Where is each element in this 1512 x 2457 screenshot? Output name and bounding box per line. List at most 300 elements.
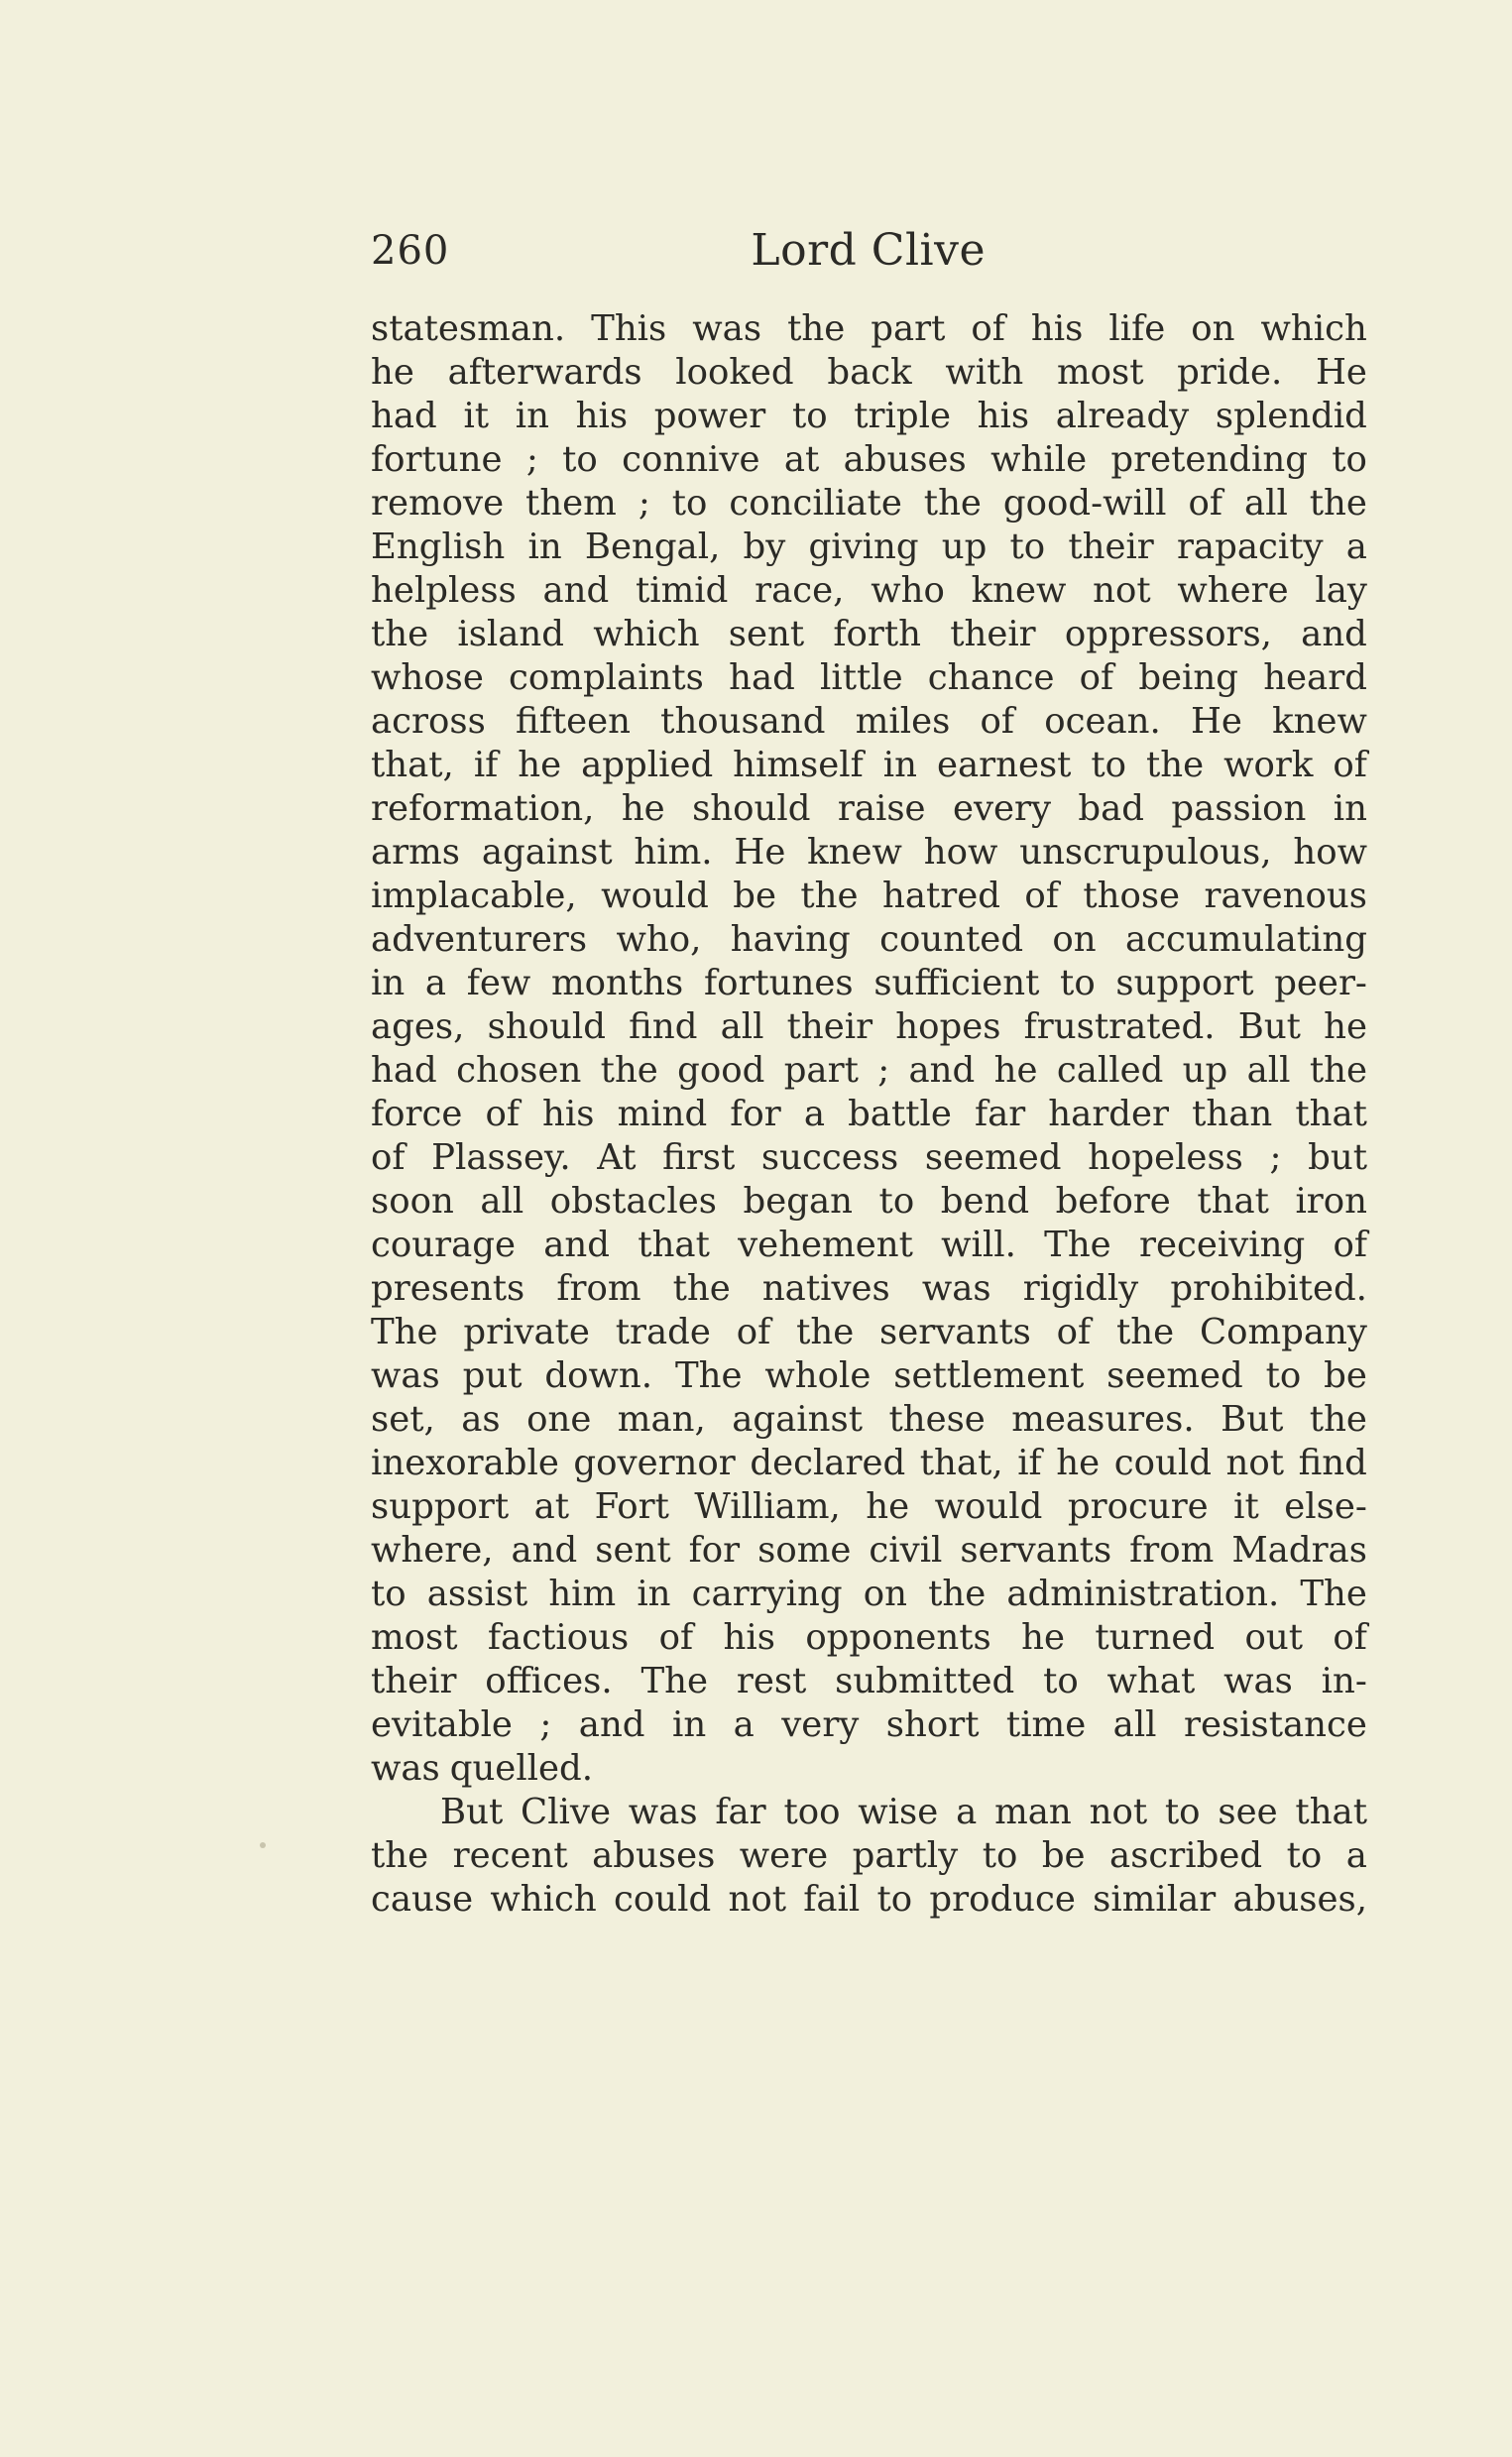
word: Plassey. — [431, 1137, 571, 1178]
word: oppressors, — [1064, 614, 1272, 654]
word: as — [461, 1399, 501, 1440]
word: William, — [694, 1486, 841, 1527]
word: it — [463, 396, 490, 436]
text-line — [371, 1005, 1367, 1049]
word: of — [736, 1312, 771, 1352]
word: had — [729, 657, 795, 698]
word: man — [994, 1792, 1072, 1832]
word: of — [1333, 745, 1367, 785]
word: who, — [616, 919, 702, 960]
word: sent — [728, 614, 805, 654]
word: splendid — [1215, 396, 1367, 436]
word: every — [952, 788, 1052, 829]
word: knew — [971, 570, 1067, 611]
word: rapacity — [1176, 526, 1324, 567]
word: little — [820, 657, 903, 698]
word: conciliate — [729, 483, 902, 524]
word: connive — [622, 439, 760, 480]
word: of — [658, 1617, 694, 1658]
word: his — [977, 396, 1030, 436]
word: them — [525, 483, 617, 524]
word: helpless — [371, 570, 517, 611]
text-line — [371, 1049, 1367, 1093]
word: out — [1244, 1617, 1303, 1658]
word: sufficient — [873, 963, 1040, 1003]
word: first — [662, 1137, 736, 1178]
word: earnest — [936, 745, 1072, 785]
word: to — [1164, 1792, 1201, 1832]
word: measures. — [1011, 1399, 1195, 1440]
word: The — [674, 1355, 743, 1396]
word: in — [515, 396, 549, 436]
paper-speck — [260, 1842, 266, 1848]
word: to — [371, 1574, 407, 1614]
word: at — [783, 439, 820, 480]
word: giving — [808, 526, 919, 567]
word: in — [637, 1574, 671, 1614]
word: in — [671, 1704, 707, 1745]
word: opponents — [805, 1617, 991, 1658]
word: how — [1293, 832, 1367, 873]
text-line — [371, 1485, 1367, 1529]
word: the — [371, 1835, 429, 1876]
word: The — [1300, 1574, 1367, 1614]
word: having — [730, 919, 851, 960]
text-line — [371, 526, 1367, 569]
word: miles — [855, 701, 951, 742]
word: abuses, — [1232, 1879, 1367, 1920]
text-line — [371, 1267, 1367, 1311]
word: natives — [761, 1268, 890, 1309]
text-line — [371, 438, 1367, 482]
word: to — [1043, 1661, 1079, 1701]
word: set, — [371, 1399, 435, 1440]
word: But — [1237, 1006, 1301, 1047]
word: pretending — [1110, 439, 1308, 480]
word: unscrupulous, — [1019, 832, 1272, 873]
word: to — [878, 1181, 915, 1222]
word: a — [803, 1094, 825, 1134]
word: most — [371, 1617, 458, 1658]
word: He — [1190, 701, 1242, 742]
word: he — [993, 1050, 1038, 1091]
word: trade — [615, 1312, 711, 1352]
word: settlement — [893, 1355, 1085, 1396]
word: iron — [1295, 1181, 1367, 1222]
word: the — [923, 483, 982, 524]
word: ravenous — [1204, 876, 1367, 916]
word: The — [640, 1661, 709, 1701]
word: to — [562, 439, 598, 480]
word: bad — [1078, 788, 1145, 829]
word: his — [1030, 308, 1084, 349]
word: vehement — [738, 1225, 913, 1265]
word: turned — [1095, 1617, 1216, 1658]
word: the — [1115, 1312, 1175, 1352]
word: that, — [371, 745, 454, 785]
word: harder — [1048, 1094, 1169, 1134]
word: the — [787, 308, 846, 349]
text-line — [371, 1442, 1367, 1485]
word: that — [1197, 1181, 1269, 1222]
word: He — [1315, 352, 1367, 393]
word: that, — [919, 1443, 1003, 1483]
word: of — [485, 1094, 520, 1134]
word: who — [871, 570, 945, 611]
word: find — [629, 1006, 698, 1047]
word: on — [1191, 308, 1235, 349]
word: some — [757, 1530, 852, 1571]
word: the — [1146, 745, 1205, 785]
word: partly — [852, 1835, 959, 1876]
word: reformation, — [371, 788, 595, 829]
word: thousand — [660, 701, 826, 742]
word: power — [653, 396, 766, 436]
word: Madras — [1231, 1530, 1367, 1571]
text-line — [371, 1660, 1367, 1703]
text-line — [371, 1224, 1367, 1267]
word: not — [1089, 1792, 1148, 1832]
word: and — [542, 570, 610, 611]
word: peer- — [1274, 963, 1367, 1003]
word: ascribed — [1109, 1835, 1263, 1876]
word: part — [871, 308, 946, 349]
word: to — [671, 483, 708, 524]
word: afterwards — [447, 352, 642, 393]
text-line — [371, 307, 1367, 351]
word: rest — [736, 1661, 807, 1701]
word: across — [371, 701, 486, 742]
word: in — [371, 963, 406, 1003]
word: and — [1301, 614, 1367, 654]
word: see — [1218, 1792, 1278, 1832]
word: being — [1138, 657, 1239, 698]
text-line — [371, 482, 1367, 526]
word: raise — [837, 788, 926, 829]
word: battle — [848, 1094, 952, 1134]
word: race, — [755, 570, 845, 611]
word: down. — [544, 1355, 653, 1396]
word: adventurers — [371, 919, 588, 960]
word: would — [934, 1486, 1043, 1527]
word: while — [990, 439, 1088, 480]
word: soon — [371, 1181, 454, 1222]
text-line — [371, 787, 1367, 831]
word: time — [1005, 1704, 1087, 1745]
word: good-will — [1002, 483, 1167, 524]
word: far — [715, 1792, 766, 1832]
text-line — [371, 875, 1367, 918]
word: than — [1192, 1094, 1273, 1134]
word: on — [863, 1574, 907, 1614]
word: mind — [617, 1094, 708, 1134]
word: fifteen — [516, 701, 631, 742]
word: was — [628, 1792, 698, 1832]
word: triple — [854, 396, 951, 436]
word: abuses — [592, 1835, 716, 1876]
text-line — [371, 1529, 1367, 1573]
word: counted — [879, 919, 1024, 960]
word: else- — [1284, 1486, 1367, 1527]
word: heard — [1263, 657, 1367, 698]
word: seemed — [924, 1137, 1062, 1178]
word: bend — [940, 1181, 1030, 1222]
word: short — [885, 1704, 980, 1745]
page-number: 260 — [371, 228, 450, 274]
word: receiving — [1138, 1225, 1306, 1265]
word: their — [1068, 526, 1154, 567]
word: similar — [1093, 1879, 1217, 1920]
word: force — [371, 1094, 463, 1134]
word: servants — [879, 1312, 1031, 1352]
word: in — [1333, 788, 1367, 829]
word: private — [463, 1312, 590, 1352]
text-line — [371, 1180, 1367, 1224]
word: ; — [877, 1050, 890, 1091]
word: those — [1083, 876, 1181, 916]
word: at — [533, 1486, 570, 1527]
word: against — [732, 1399, 863, 1440]
word: fortune — [371, 439, 503, 480]
word: man, — [617, 1399, 706, 1440]
word: all — [1243, 483, 1288, 524]
word: a — [733, 1704, 755, 1745]
word: Bengal, — [584, 526, 721, 567]
text-line — [371, 656, 1367, 700]
word: were — [739, 1835, 829, 1876]
word: prohibited. — [1170, 1268, 1367, 1309]
word: back — [827, 352, 912, 393]
word: which — [1260, 308, 1367, 349]
page-header — [371, 216, 1367, 286]
word: wise — [858, 1792, 939, 1832]
word: whole — [764, 1355, 872, 1396]
text-line — [371, 1354, 1367, 1398]
word: was — [371, 1355, 440, 1396]
word: chosen — [456, 1050, 582, 1091]
word: that — [1295, 1094, 1367, 1134]
word: and — [908, 1050, 976, 1091]
word: where, — [371, 1530, 494, 1571]
word: their — [786, 1006, 873, 1047]
word: ; — [525, 439, 538, 480]
word: if — [473, 745, 499, 785]
word: him. — [634, 832, 713, 873]
running-title: Lord Clive — [751, 225, 986, 276]
word: his — [723, 1617, 775, 1658]
word: will. — [941, 1225, 1016, 1265]
word: already — [1055, 396, 1190, 436]
word: governor — [573, 1443, 736, 1483]
word: that — [1295, 1792, 1367, 1832]
word: ages, — [371, 1006, 465, 1047]
word: evitable — [371, 1704, 513, 1745]
word: The — [1044, 1225, 1111, 1265]
word: their — [950, 614, 1036, 654]
word: timid — [636, 570, 729, 611]
word: hopes — [895, 1006, 1001, 1047]
word: support — [1115, 963, 1254, 1003]
word: few — [466, 963, 531, 1003]
word: civil — [869, 1530, 943, 1571]
word: of — [1333, 1617, 1367, 1658]
word: and — [578, 1704, 645, 1745]
word: to — [1060, 963, 1096, 1003]
word: hopeless — [1088, 1137, 1243, 1178]
word: could — [1113, 1443, 1212, 1483]
word: very — [781, 1704, 860, 1745]
paragraph-end-line — [371, 1747, 1367, 1791]
word: which — [490, 1879, 597, 1920]
word: obstacles — [549, 1181, 717, 1222]
text-line — [371, 831, 1367, 875]
word: of — [971, 308, 1005, 349]
text-line — [371, 569, 1367, 613]
text-line — [371, 613, 1367, 656]
word: up — [941, 526, 988, 567]
word: in- — [1321, 1661, 1367, 1701]
word: all — [1112, 1704, 1157, 1745]
word: not — [1093, 570, 1151, 611]
word: to — [791, 396, 828, 436]
word: factious — [487, 1617, 630, 1658]
word: was — [692, 308, 762, 349]
word: put — [462, 1355, 523, 1396]
word: on — [1052, 919, 1097, 960]
text-line — [371, 1398, 1367, 1442]
word: and — [511, 1530, 578, 1571]
text-line — [371, 1136, 1367, 1180]
word: administration. — [1006, 1574, 1280, 1614]
word: of — [1024, 876, 1059, 916]
word: the — [796, 1312, 855, 1352]
word: forth — [833, 614, 921, 654]
word: Company — [1199, 1312, 1367, 1352]
word: The — [371, 1312, 438, 1352]
word: abuses — [843, 439, 967, 480]
word: the — [928, 1574, 987, 1614]
word: arms — [371, 832, 461, 873]
word: success — [760, 1137, 899, 1178]
word: himself — [733, 745, 864, 785]
word: would — [601, 876, 709, 916]
word: to — [1009, 526, 1046, 567]
word: with — [945, 352, 1024, 393]
word: inexorable — [371, 1443, 559, 1483]
word: but — [1308, 1137, 1367, 1178]
word: assist — [426, 1574, 528, 1614]
word: But — [440, 1792, 504, 1832]
text-line — [371, 1878, 1367, 1922]
word: work — [1223, 745, 1314, 785]
word: of — [980, 701, 1015, 742]
word: fail — [803, 1879, 861, 1920]
word: in — [882, 745, 917, 785]
word: hatred — [881, 876, 1000, 916]
word: he — [518, 745, 562, 785]
word: support — [371, 1486, 510, 1527]
word: that — [638, 1225, 710, 1265]
text-line — [371, 962, 1367, 1005]
text-line — [371, 918, 1367, 962]
word: of — [1188, 483, 1222, 524]
word: English — [371, 526, 506, 567]
word: against — [481, 832, 613, 873]
word: lay — [1315, 570, 1367, 611]
word: the — [672, 1268, 731, 1309]
word: statesman. — [371, 308, 566, 349]
word: sent — [595, 1530, 671, 1571]
word: a — [1345, 1835, 1367, 1876]
word: should — [487, 1006, 606, 1047]
word: ocean. — [1044, 701, 1161, 742]
word: him — [548, 1574, 617, 1614]
word: too — [783, 1792, 841, 1832]
word: declared — [750, 1443, 906, 1483]
word: whose — [371, 657, 484, 698]
word: looked — [675, 352, 794, 393]
body-text — [371, 307, 1367, 1922]
word: and — [543, 1225, 611, 1265]
word: what — [1106, 1661, 1196, 1701]
word: passion — [1171, 788, 1307, 829]
word: good — [677, 1050, 765, 1091]
word: was — [1223, 1661, 1293, 1701]
word: ; — [539, 1704, 552, 1745]
word: be — [1324, 1355, 1367, 1396]
word: the — [371, 614, 429, 654]
word: from — [556, 1268, 641, 1309]
word: frustrated. — [1023, 1006, 1216, 1047]
word: cause — [371, 1879, 474, 1920]
word: implacable, — [371, 876, 577, 916]
word: he — [621, 788, 665, 829]
word: Clive — [521, 1792, 611, 1832]
word: their — [371, 1661, 457, 1701]
word: to — [1091, 745, 1127, 785]
word: for — [730, 1094, 781, 1134]
word: before — [1055, 1181, 1171, 1222]
word: of — [1079, 657, 1114, 698]
word: could — [614, 1879, 712, 1920]
word: not — [728, 1879, 786, 1920]
word: part — [783, 1050, 859, 1091]
word: where — [1177, 570, 1289, 611]
word: ; — [638, 483, 650, 524]
word: presents — [371, 1268, 525, 1309]
word: a — [424, 963, 447, 1003]
word: applied — [581, 745, 714, 785]
word: from — [1129, 1530, 1215, 1571]
text-line — [371, 351, 1367, 395]
word: of — [1056, 1312, 1092, 1352]
word: procure — [1067, 1486, 1209, 1527]
text-line — [371, 1093, 1367, 1136]
word: it — [1233, 1486, 1259, 1527]
word: the — [800, 876, 859, 916]
word: of — [1333, 1225, 1367, 1265]
word: fortunes — [703, 963, 854, 1003]
word: courage — [371, 1225, 516, 1265]
text-line — [371, 1573, 1367, 1616]
word: rigidly — [1022, 1268, 1139, 1309]
word: accumulating — [1124, 919, 1367, 960]
word: up — [1182, 1050, 1228, 1091]
word: the — [1309, 483, 1367, 524]
word: he — [1324, 1006, 1367, 1047]
word: he — [1021, 1617, 1065, 1658]
word: pride. — [1177, 352, 1283, 393]
